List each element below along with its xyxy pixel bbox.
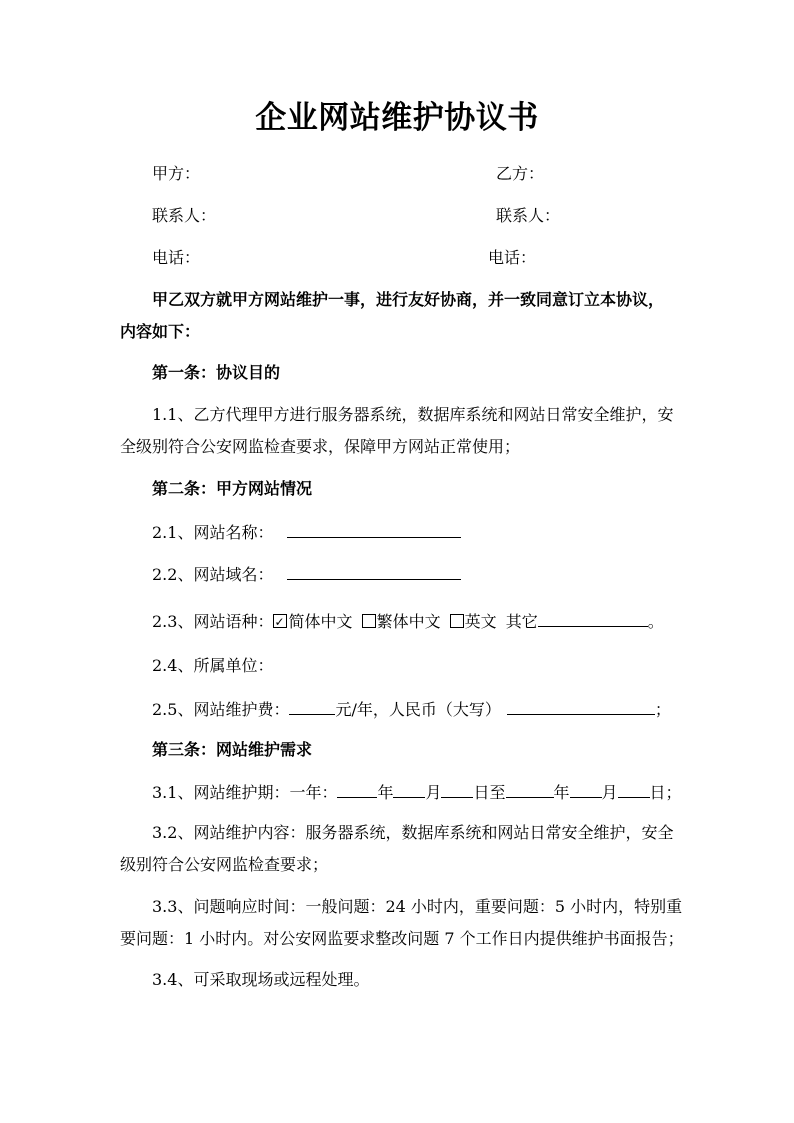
contact-b-label: 联系人： — [496, 206, 561, 225]
fee-capital-blank[interactable] — [507, 696, 655, 715]
clause-2-1 — [152, 519, 461, 545]
option-traditional: 繁体中文 — [376, 612, 441, 631]
fee-end: ； — [654, 700, 671, 719]
start-day-blank[interactable] — [441, 779, 473, 798]
year-label: 年 — [377, 783, 394, 802]
clause-3-3-line-2: 要问题：1 小时内。对公安网监要求整改问题 7 个工作日内提供维护书面报告； — [120, 929, 684, 948]
clause-1-1-line-1: 1.1、乙方代理甲方进行服务器系统，数据库系统和网站日常安全维护，安 — [152, 405, 674, 424]
document-title: 企业网站维护协议书 — [255, 100, 539, 136]
phone-b-label: 电话： — [488, 248, 537, 267]
clause-3-4: 3.4、可采取现场或远程处理。 — [152, 970, 370, 989]
period: 。 — [647, 612, 664, 631]
checkbox-english[interactable] — [450, 614, 464, 628]
start-month-blank[interactable] — [393, 779, 425, 798]
party-a-label: 甲方： — [152, 164, 201, 183]
domain-label: 2.2、网站域名： — [152, 565, 274, 584]
end-day-blank[interactable] — [618, 779, 650, 798]
party-b-label: 乙方： — [496, 164, 545, 183]
other-language-blank[interactable] — [538, 608, 648, 627]
period-label: 3.1、网站维护期：一年： — [152, 783, 338, 802]
language-label: 2.3、网站语种： — [152, 612, 274, 631]
site-name-blank[interactable] — [287, 519, 461, 538]
checkbox-simplified[interactable] — [273, 614, 287, 628]
clause-2-4: 2.4、所属单位： — [152, 656, 274, 675]
fee-label: 2.5、网站维护费： — [152, 700, 290, 719]
contact-a-label: 联系人： — [152, 206, 217, 225]
option-simplified: 简体中文 — [288, 612, 353, 631]
article-1-heading: 第一条：协议目的 — [152, 363, 281, 382]
year-label-2: 年 — [553, 783, 570, 802]
month-label-2: 月 — [601, 783, 618, 802]
intro-line-2: 内容如下： — [120, 322, 201, 341]
option-other: 其它 — [505, 612, 538, 631]
domain-blank[interactable] — [287, 561, 461, 580]
phone-a-label: 电话： — [152, 248, 201, 267]
clause-2-2 — [152, 561, 461, 587]
end-year-blank[interactable] — [506, 779, 554, 798]
option-english: 英文 — [464, 612, 497, 631]
day-end-label: 日； — [649, 783, 682, 802]
month-label: 月 — [425, 783, 442, 802]
end-month-blank[interactable] — [570, 779, 602, 798]
site-name-label: 2.1、网站名称： — [152, 523, 274, 542]
clause-3-3-line-1: 3.3、问题响应时间：一般问题：24 小时内，重要问题：5 小时内，特别重 — [152, 897, 683, 916]
clause-3-1 — [152, 779, 682, 805]
article-3-heading: 第三条：网站维护需求 — [152, 740, 313, 759]
clause-2-5 — [152, 696, 671, 722]
day-to-label: 日至 — [473, 783, 506, 802]
fee-amount-blank[interactable] — [289, 696, 335, 715]
fee-unit: 元/年，人民币（大写） — [335, 700, 501, 719]
checkbox-traditional[interactable] — [362, 614, 376, 628]
clause-3-2-line-1: 3.2、网站维护内容：服务器系统，数据库系统和网站日常安全维护，安全 — [152, 823, 674, 842]
article-2-heading: 第二条：甲方网站情况 — [152, 479, 313, 498]
clause-1-1-line-2: 全级别符合公安网监检查要求，保障甲方网站正常使用； — [120, 437, 521, 456]
intro-line-1: 甲乙双方就甲方网站维护一事，进行友好协商，并一致同意订立本协议， — [152, 290, 665, 309]
clause-2-3 — [152, 608, 664, 634]
clause-3-2-line-2: 级别符合公安网监检查要求； — [120, 855, 329, 874]
start-year-blank[interactable] — [337, 779, 377, 798]
